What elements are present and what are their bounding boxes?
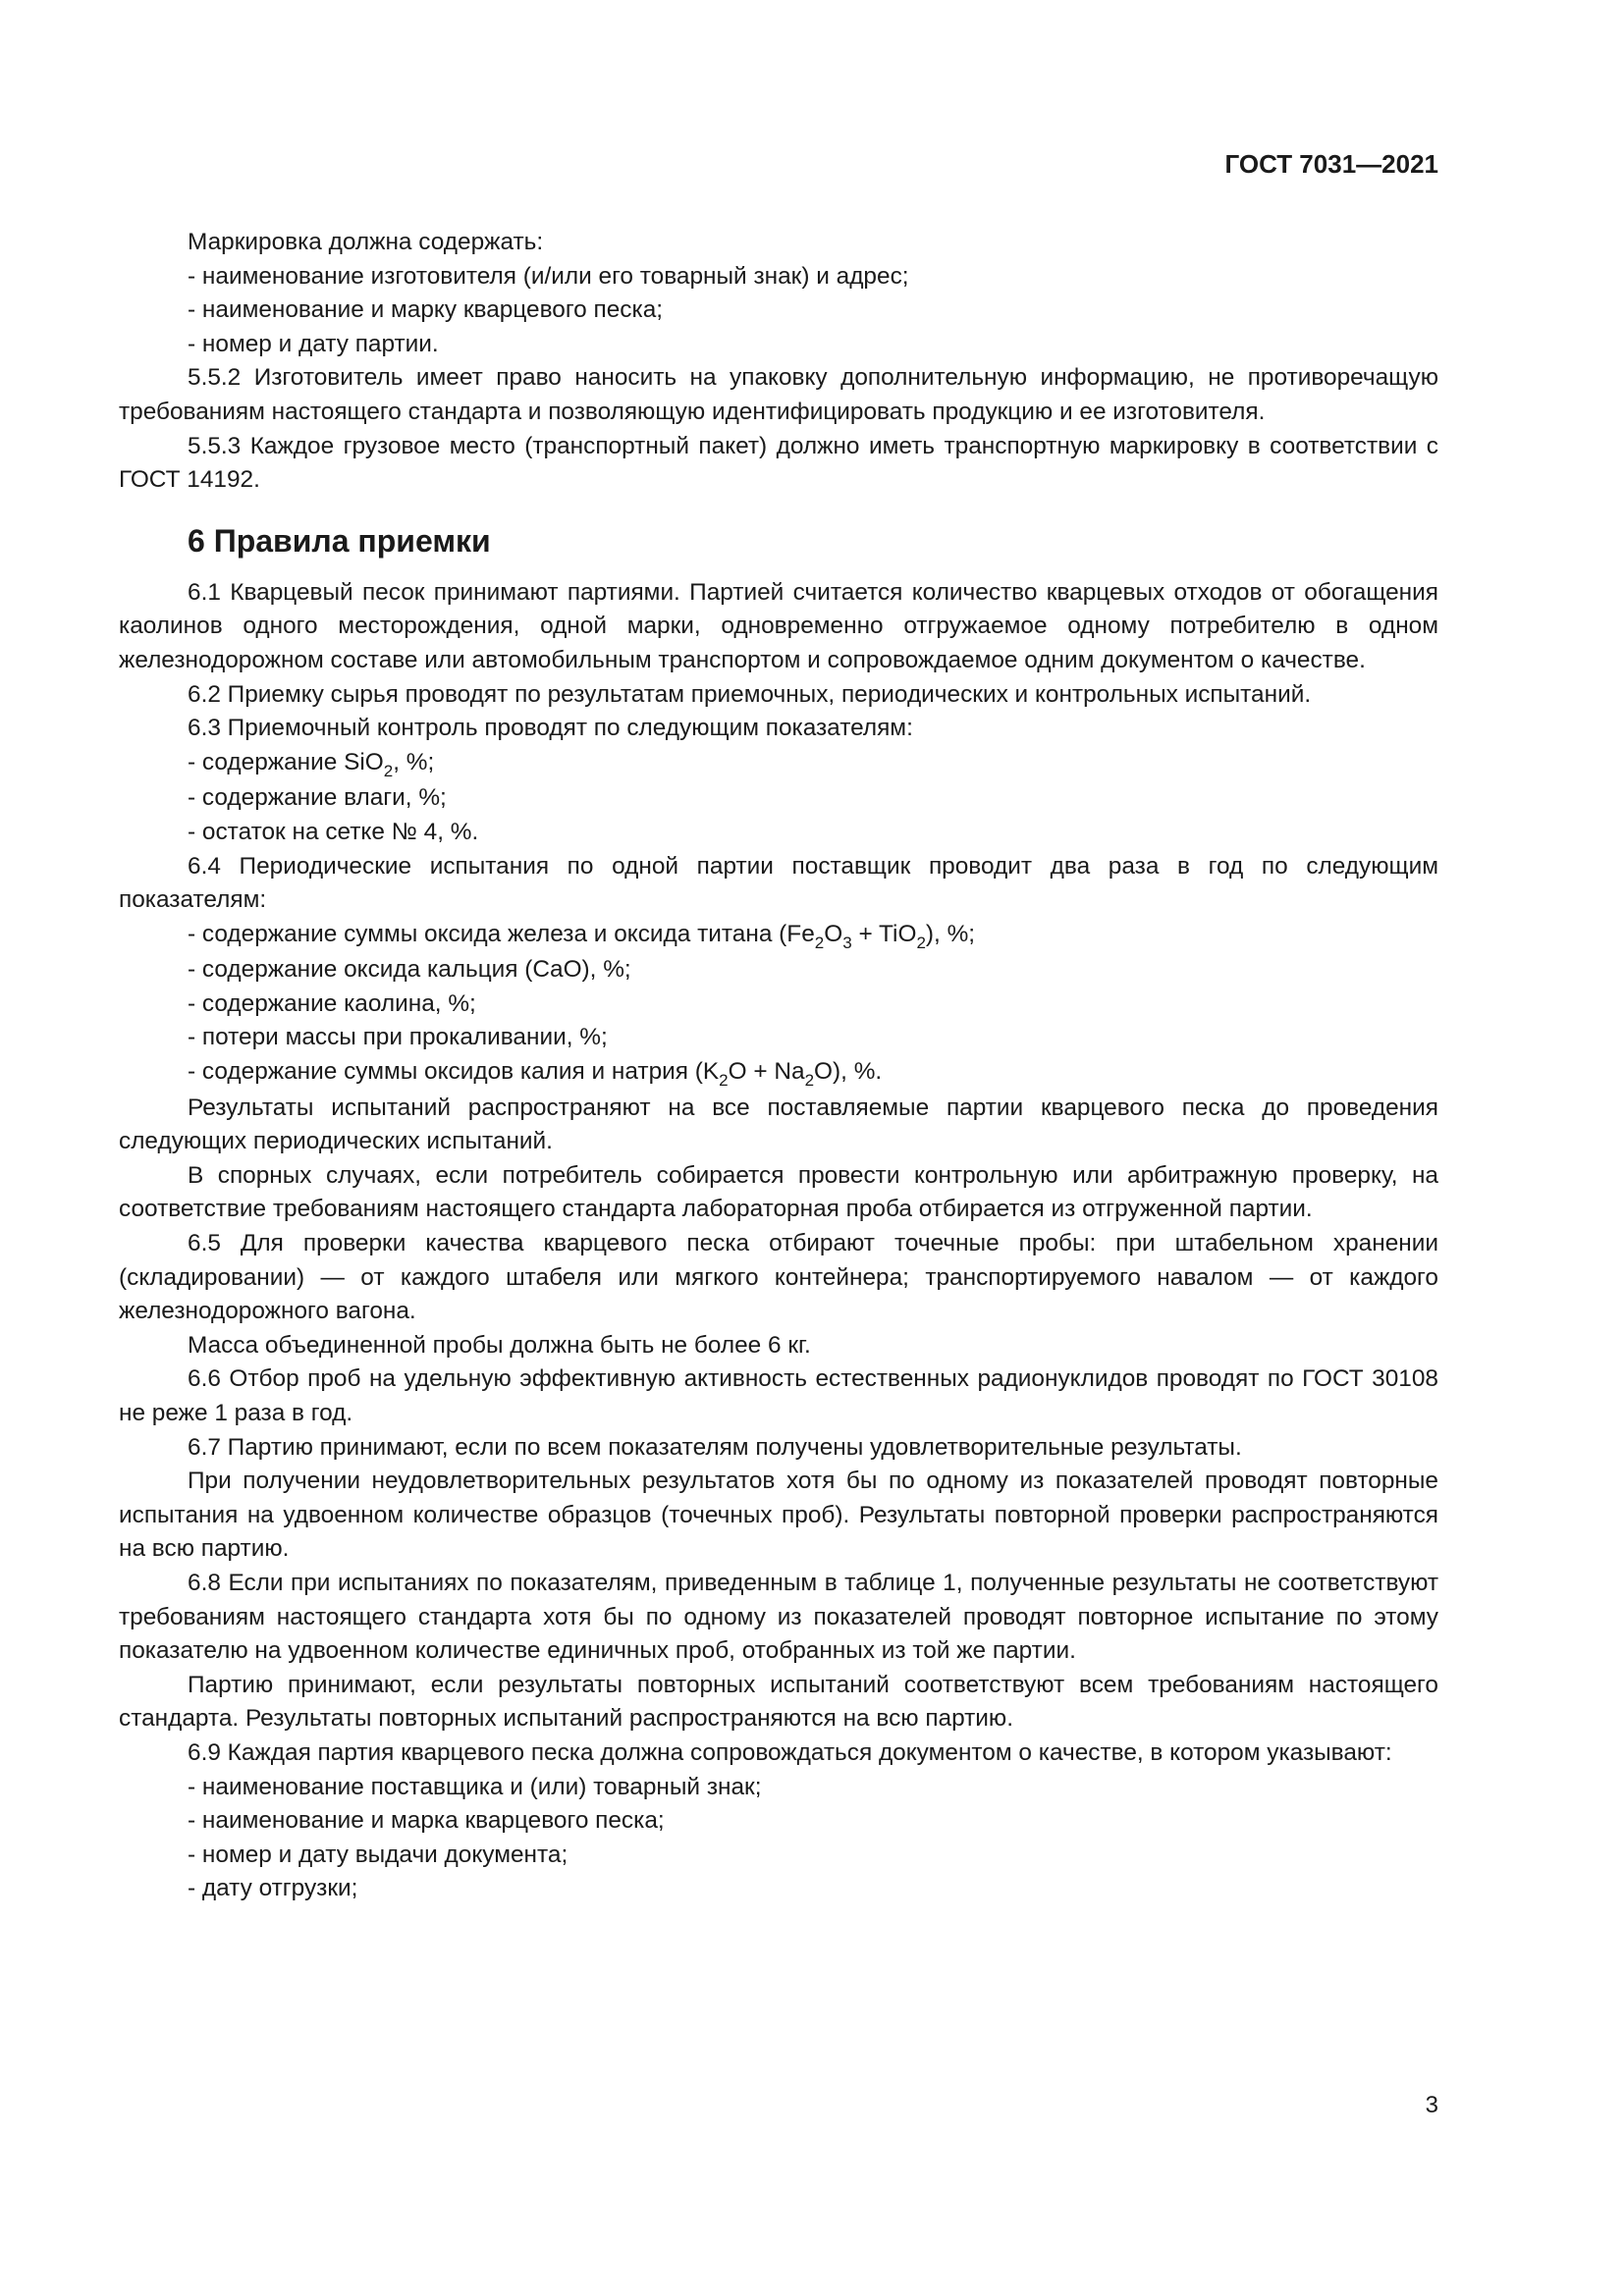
list-marker: - xyxy=(188,1841,196,1868)
document-body xyxy=(119,226,1438,1906)
list-marker: - xyxy=(188,1807,196,1835)
list-marker: - xyxy=(188,1024,196,1051)
list-item: - номер и дату выдачи документа; xyxy=(188,1841,568,1868)
list-item: - содержание оксида кальция (CaO), %; xyxy=(188,956,631,984)
list-marker: - xyxy=(188,956,196,984)
paragraph-6-1: 6.1 Кварцевый песок принимают партиями. Партией считается количество кварцевых отходов от обогащения каолинов одного месторождения, одной марки, одновременно отгружаемое одному потребителю в одном железнодорожном составе или автомобильным транспортом и сопровождаемое одним документом о качестве. xyxy=(119,578,1438,673)
list-marker: - xyxy=(188,818,196,845)
marking-intro: Маркировка должна содержать: xyxy=(188,229,544,255)
paragraph-6-5: 6.5 Для проверки качества кварцевого песка отбирают точечные пробы: при штабельном хранении (складировании) — от каждого штабеля или мягкого контейнера; транспортируемого навалом — от каждого железнодорожного вагона. xyxy=(119,1230,1438,1325)
list-item: - наименование изготовителя (и/или его товарный знак) и адрес; xyxy=(188,262,909,290)
list-marker: - xyxy=(188,296,196,324)
page-number: 3 xyxy=(1425,2092,1438,2118)
list-item: - содержание суммы оксидов калия и натрия $(K_2O + Na_2O)$, %. xyxy=(188,1058,883,1091)
list-item: - остаток на сетке № 4, %. xyxy=(188,818,479,845)
list-marker: - xyxy=(188,748,196,775)
list-marker: - xyxy=(188,330,196,357)
paragraph-6-2: 6.2 Приемку сырья проводят по результатам приемочных, периодических и контрольных испытаний. xyxy=(188,680,1312,708)
paragraph-6-3: 6.3 Приемочный контроль проводят по следующим показателям: xyxy=(188,715,913,742)
list-item: - наименование и марку кварцевого песка; xyxy=(188,296,664,324)
list-item: - содержание суммы оксида железа и оксида титана $(Fe_2O_3 + TiO_2)$, %; xyxy=(188,920,976,952)
list-marker: - xyxy=(188,920,196,947)
list-marker: - xyxy=(188,1875,196,1902)
list-marker: - xyxy=(188,1773,196,1800)
list-marker: - xyxy=(188,1058,196,1086)
list-item: - потери массы при прокаливании, %; xyxy=(188,1024,608,1051)
paragraph-5-5-3: 5.5.3 Каждое грузовое место (транспортный пакет) должно иметь транспортную маркировку в соответствии с ГОСТ 14192. xyxy=(119,432,1438,494)
paragraph-results: Результаты испытаний распространяют на все поставляемые партии кварцевого песка до проведения следующих периодических испытаний. xyxy=(119,1094,1438,1155)
list-item: - наименование поставщика и (или) товарный знак; xyxy=(188,1773,762,1800)
paragraph-6-9: 6.9 Каждая партия кварцевого песка должна сопровождаться документом о качестве, в котором указывают: xyxy=(188,1738,1392,1766)
section-title: 6 Правила приемки xyxy=(188,522,491,559)
paragraph-disputes: В спорных случаях, если потребитель собирается провести контрольную или арбитражную проверку, на соответствие требованиям настоящего стандарта лабораторная проба отбирается из отгруженной партии. xyxy=(119,1161,1438,1223)
list-item: - дату отгрузки; xyxy=(188,1875,358,1902)
paragraph-5-5-2: 5.5.2 Изготовитель имеет право наносить на упаковку дополнительную информацию, не противоречащую требованиям настоящего стандарта и позволяющую идентифицировать продукцию и ее изготовителя. xyxy=(119,364,1438,425)
list-marker: - xyxy=(188,262,196,290)
paragraph-6-6: 6.6 Отбор проб на удельную эффективную активность естественных радионуклидов проводят по ГОСТ 30108 не реже 1 раза в год. xyxy=(119,1365,1438,1426)
list-item: - содержание SiO$_2$, %; xyxy=(188,748,435,780)
paragraph-6-7: 6.7 Партию принимают, если по всем показателям получены удовлетворительные результаты. xyxy=(188,1433,1242,1461)
paragraph-mass: Масса объединенной пробы должна быть не более 6 кг. xyxy=(188,1331,811,1359)
list-marker: - xyxy=(188,989,196,1017)
paragraph-6-4: 6.4 Периодические испытания по одной партии поставщик проводит два раза в год по следующим показателям: xyxy=(119,852,1438,914)
paragraph-6-8: 6.8 Если при испытаниях по показателям, приведенным в таблице 1, полученные результаты не соответствуют требованиям настоящего стандарта хотя бы по одному из показателей проводят повторное испытание по этому показателю на удвоенном количестве единичных проб, отобранных из той же партии. xyxy=(119,1569,1438,1665)
document-header: ГОСТ 7031—2021 xyxy=(1224,149,1438,179)
list-marker: - xyxy=(188,784,196,812)
list-item: - содержание каолина, %; xyxy=(188,989,476,1017)
paragraph-acceptance: Партию принимают, если результаты повторных испытаний соответствуют всем требованиям настоящего стандарта. Результаты повторных испытаний распространяются на всю партию. xyxy=(119,1671,1438,1733)
list-item: - содержание влаги, %; xyxy=(188,784,447,812)
list-item: - наименование и марка кварцевого песка; xyxy=(188,1807,665,1835)
paragraph-unsatisfactory: При получении неудовлетворительных результатов хотя бы по одному из показателей проводят повторные испытания на удвоенном количестве образцов (точечных проб). Результаты повторной проверки распространяются на всю партию. xyxy=(119,1468,1438,1563)
list-item: - номер и дату партии. xyxy=(188,330,439,357)
